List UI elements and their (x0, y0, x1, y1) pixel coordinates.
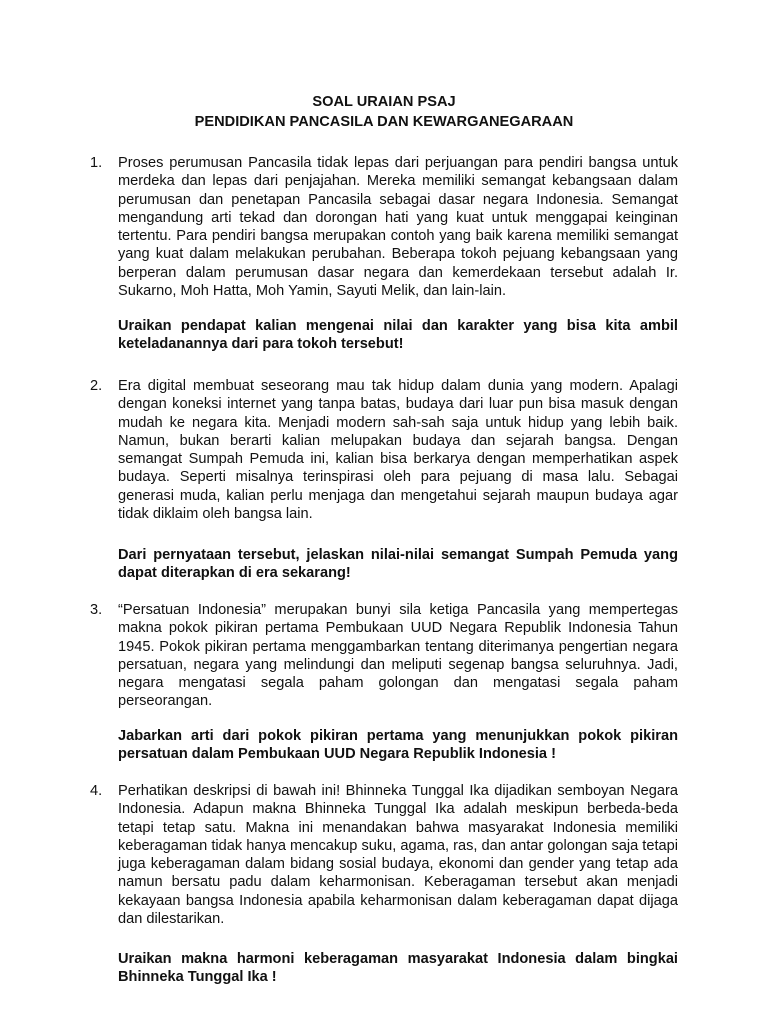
document-title: SOAL URAIAN PSAJ (312, 94, 456, 110)
question-prompt: Uraikan makna harmoni keberagaman masyarakat Indonesia dalam bingkai Bhinneka Tunggal Ika ! (118, 951, 678, 986)
question-prompt: Dari pernyataan tersebut, jelaskan nilai-nilai semangat Sumpah Pemuda yang dapat diterapkan di era sekarang! (118, 547, 678, 582)
question-number: 4. (90, 783, 103, 799)
question-prompt: Jabarkan arti dari pokok pikiran pertama yang menunjukkan pokok pikiran persatuan dalam Pembukaan UUD Negara Republik Indonesia ! (118, 728, 678, 763)
question-prompt: Uraikan pendapat kalian mengenai nilai dan karakter yang bisa kita ambil keteladanannya dari para tokoh tersebut! (118, 318, 678, 353)
question-number: 1. (90, 155, 103, 171)
document-subtitle: PENDIDIKAN PANCASILA DAN KEWARGANEGARAAN (194, 114, 574, 130)
question-number: 2. (90, 378, 103, 394)
question-passage: “Persatuan Indonesia” merupakan bunyi sila ketiga Pancasila yang mempertegas makna pokok pikiran pertama Pembukaan UUD Negara Republik Indonesia Tahun 1945. Pokok pikiran pertama menggambarkan tentang diterimanya pengertian negara persatuan, negara yang melindungi dan meliputi segenap bangsa seluruhnya. Jadi, negara mengatasi segala paham golongan dan mengatasi segala paham perseorangan. (118, 602, 678, 710)
question-number: 3. (90, 602, 103, 618)
question-passage: Perhatikan deskripsi di bawah ini! Bhinneka Tunggal Ika dijadikan semboyan Negara Indonesia. Adapun makna Bhinneka Tunggal Ika adalah meskipun berbeda-beda tetapi tetap satu. Makna ini menandakan bahwa masyarakat Indonesia memiliki keberagaman tidak hanya mencakup suku, agama, ras, dan antar golongan saja tetapi juga keberagaman dalam bidang sosial budaya, ekonomi dan gender yang tetap ada namun bersatu padu dalam keharmonisan. Keberagaman tersebut akan menjadi kekayaan bangsa Indonesia apabila keharmonisan dalam keberagaman dapat dijaga dan dilestarikan. (118, 783, 678, 928)
question-passage: Proses perumusan Pancasila tidak lepas dari perjuangan para pendiri bangsa untuk merdeka dan lepas dari penjajahan. Mereka memiliki semangat kebangsaan dalam perumusan dan penetapan Pancasila sebagai dasar negara Indonesia. Semangat mengandung arti tekad dan dorongan hati yang kuat untuk menggapai keinginan tertentu. Para pendiri bangsa merupakan contoh yang baik karena memiliki semangat yang kuat dalam melakukan perubahan. Beberapa tokoh pejuang kebangsaan yang berperan dalam perumusan dasar negara dan kemerdekaan tersebut adalah Ir. Sukarno, Moh Hatta, Moh Yamin, Sayuti Melik, dan lain-lain. (118, 155, 678, 300)
question-passage: Era digital membuat seseorang mau tak hidup dalam dunia yang modern. Apalagi dengan koneksi internet yang tanpa batas, budaya dari luar pun bisa masuk dengan mudah ke negara kita. Menjadi modern sah-sah saja untuk hidup yang lebih baik. Namun, bukan berarti kalian melupakan budaya dan sejarah bangsa. Dengan semangat Sumpah Pemuda ini, kalian bisa berkarya dengan memperhatikan aspek budaya. Seperti misalnya terinspirasi oleh para pejuang di masa lalu. Sebagai generasi muda, kalian perlu menjaga dan mengetahui sejarah maupun budaya agar tidak diklaim oleh bangsa lain. (118, 378, 678, 523)
